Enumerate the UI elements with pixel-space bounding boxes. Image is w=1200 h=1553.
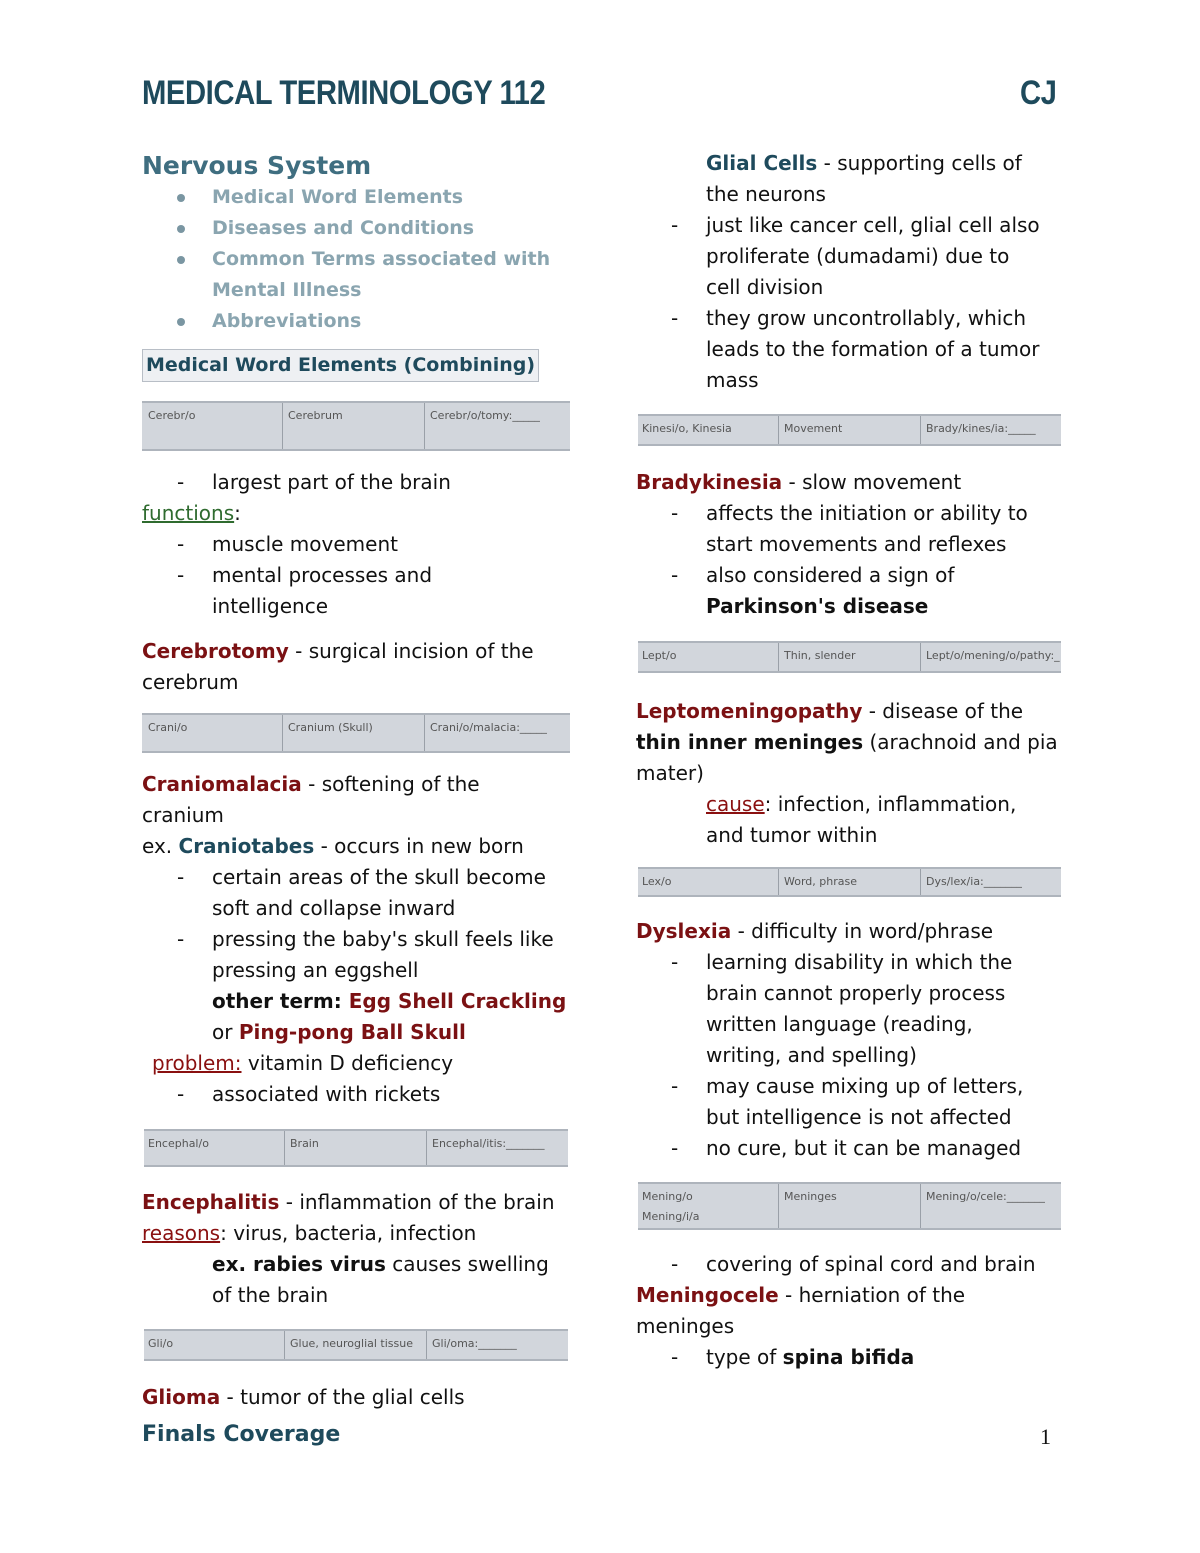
list-item: - learning disability in which the [671, 950, 1013, 974]
author-initials: CJ [1019, 74, 1056, 112]
word-element-table-lept: Lept/o Thin, slender Lept/o/mening/o/pathy:_ [638, 641, 1061, 673]
subheading: Medical Word Elements (Combining) [142, 349, 539, 382]
list-item: - largest part of the brain [177, 470, 451, 494]
term-glial-cells: Glial Cells [706, 151, 818, 175]
term-cerebrotomy: Cerebrotomy [142, 639, 289, 663]
term-glioma: Glioma [142, 1385, 221, 1409]
problem-label: problem: [152, 1051, 242, 1075]
list-item: - mental processes and [177, 563, 433, 587]
term-craniomalacia: Craniomalacia [142, 772, 302, 796]
section-title: Nervous System [142, 151, 372, 180]
topic-item: Common Terms associated with [142, 244, 582, 275]
list-item: - certain areas of the skull become [177, 865, 546, 889]
word-element-table-cerebr: Cerebr/o Cerebrum Cerebr/o/tomy:_____ [142, 401, 570, 451]
document-title: MEDICAL TERMINOLOGY 112 [142, 74, 546, 112]
list-item: - covering of spinal cord and brain [671, 1252, 1036, 1276]
word-element-table-kinesi: Kinesi/o, Kinesia Movement Brady/kines/ia:_____ [638, 414, 1061, 446]
term-egg-shell: Egg Shell Crackling [348, 989, 567, 1013]
right-column: Glial Cells - supporting cells of the neurons - just like cancer cell, glial cell also proliferate (dumadami) due to cell division - they grow uncontrollably, which leads to the formation of a tumor mass [636, 148, 1076, 396]
topic-item: Abbreviations [142, 306, 582, 337]
topic-item: Diseases and Conditions [142, 213, 582, 244]
list-item: - just like cancer cell, glial cell also [671, 213, 1040, 237]
word-element-table-crani: Crani/o Cranium (Skull) Crani/o/malacia:_____ [142, 713, 570, 753]
page-number: 1 [1040, 1424, 1051, 1449]
left-column [142, 150, 582, 382]
list-item: - type of spina bifida [671, 1345, 915, 1369]
word-element-table-mening: Mening/o Mening/i/a Meninges Mening/o/cele:_______ [638, 1182, 1061, 1230]
topic-item: Medical Word Elements [142, 182, 582, 213]
word-element-table-gli: Gli/o Glue, neuroglial tissue Gli/oma:_______ [144, 1329, 568, 1361]
word-element-table-lex: Lex/o Word, phrase Dys/lex/ia:_______ [638, 867, 1061, 897]
footer-label: Finals Coverage [142, 1422, 341, 1447]
cause-label: cause [706, 792, 765, 816]
term-encephalitis: Encephalitis [142, 1190, 280, 1214]
term-dyslexia: Dyslexia [636, 919, 732, 943]
list-item: - also considered a sign of [671, 563, 955, 587]
list-item: - they grow uncontrollably, which [671, 306, 1026, 330]
list-item: - muscle movement [177, 532, 398, 556]
term-bradykinesia: Bradykinesia [636, 470, 783, 494]
list-item: - may cause mixing up of letters, [671, 1074, 1024, 1098]
list-item: - affects the initiation or ability to [671, 501, 1028, 525]
topic-item: Mental Illness [212, 279, 362, 301]
term-ping-pong: Ping-pong Ball Skull [238, 1020, 466, 1044]
word-element-table-encephal: Encephal/o Brain Encephal/itis:_______ [144, 1129, 568, 1167]
list-item: - pressing the baby's skull feels like [177, 927, 554, 951]
term-craniotabes: Craniotabes [178, 834, 315, 858]
term-meningocele: Meningocele [636, 1283, 779, 1307]
reasons-label: reasons [142, 1221, 221, 1245]
functions-label: functions [142, 501, 235, 525]
list-item: - no cure, but it can be managed [671, 1136, 1022, 1160]
list-item: - associated with rickets [177, 1082, 441, 1106]
term-leptomeningopathy: Leptomeningopathy [636, 699, 863, 723]
